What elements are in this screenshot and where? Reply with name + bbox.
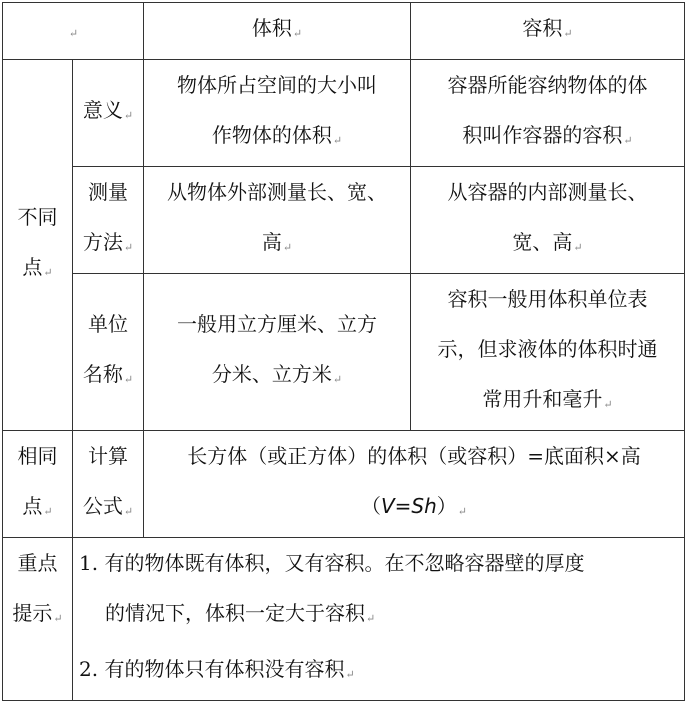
- paragraph-mark-icon: ↵: [53, 612, 63, 625]
- paragraph-mark-icon: ↵: [603, 398, 613, 411]
- row-label-meaning: 意义↵: [73, 60, 144, 167]
- paragraph-mark-icon: ↵: [623, 134, 633, 147]
- paragraph-mark-icon: ↵: [123, 109, 134, 122]
- paragraph-mark-icon: ↵: [282, 241, 293, 254]
- row-label-formula: 计算 公式↵: [73, 431, 144, 538]
- capacity-method-line2: 宽、高: [512, 230, 573, 254]
- row-label-method: 测量 方法↵: [73, 167, 144, 274]
- paragraph-mark-icon: ↵: [345, 668, 355, 681]
- capacity-method-line1: 从容器的内部测量长、: [447, 180, 648, 204]
- paragraph-mark-icon: ↵: [292, 27, 303, 40]
- diff-group-label-line2: 点: [22, 255, 43, 279]
- tip-item-1-line1: 1. 有的物体既有体积，又有容积。在不忽略容器壁的厚度: [79, 551, 585, 575]
- paragraph-mark-icon: ↵: [123, 373, 134, 386]
- paragraph-mark-icon: ↵: [332, 134, 343, 147]
- capacity-meaning-cell: [411, 60, 685, 167]
- capacity-meaning-line1: 容器所能容纳物体的体: [447, 73, 648, 97]
- same-group-label: 相同 点↵: [3, 431, 73, 538]
- formula-cell: [144, 431, 685, 538]
- paragraph-mark-icon: ↵: [573, 241, 583, 254]
- paragraph-mark-icon: ↵: [366, 612, 376, 625]
- tip-item-2: 2. 有的物体只有体积没有容积: [79, 657, 345, 681]
- paragraph-mark-icon: ↵: [332, 373, 343, 386]
- volume-units-line1: 一般用立方厘米、立方: [177, 312, 377, 336]
- volume-meaning-line1: 物体所占空间的大小叫: [177, 73, 377, 97]
- capacity-units-line3: 常用升和毫升: [482, 387, 603, 411]
- comparison-table: [2, 2, 685, 701]
- paragraph-mark-icon: ↵: [123, 505, 134, 518]
- capacity-meaning-line2: 积叫作容器的容积: [462, 123, 623, 147]
- header-volume: 体积: [251, 16, 292, 40]
- diff-group-label-line1: 不同: [17, 205, 58, 229]
- tip-item-1-line2: 的情况下，体积一定大于容积: [105, 601, 365, 625]
- paragraph-mark-icon: ↵: [43, 505, 53, 518]
- formula-line2: （V=Sh）↵: [360, 494, 468, 518]
- header-volume-cell: [144, 3, 411, 60]
- tips-label: 重点 提示↵: [3, 538, 73, 701]
- volume-meaning-cell: [144, 60, 411, 167]
- capacity-units-line2: 示，但求液体的体积时通: [437, 337, 658, 361]
- header-corner-cell: [3, 3, 144, 60]
- capacity-units-line1: 容积一般用体积单位表: [447, 287, 648, 311]
- header-capacity-cell: [411, 3, 685, 60]
- paragraph-mark-icon: ↵: [457, 505, 468, 518]
- row-label-units: 单位 名称↵: [73, 274, 144, 431]
- formula-line1: 长方体（或正方体）的体积（或容积）=底面积×高: [187, 444, 641, 468]
- volume-meaning-line2: 作物体的体积: [211, 123, 332, 147]
- capacity-method-cell: [411, 167, 685, 274]
- paragraph-mark-icon: ↵: [68, 27, 79, 40]
- volume-method-cell: [144, 167, 411, 274]
- volume-method-line1: 从物体外部测量长、宽、: [167, 180, 387, 204]
- volume-method-line2: 高: [261, 230, 282, 254]
- volume-units-cell: [144, 274, 411, 431]
- paragraph-mark-icon: ↵: [123, 241, 134, 254]
- capacity-units-cell: [411, 274, 685, 431]
- formula-expression: V=Sh: [380, 494, 437, 518]
- tips-cell: [73, 538, 685, 701]
- diff-group-label: [3, 60, 73, 431]
- header-capacity: 容积: [522, 16, 563, 40]
- paragraph-mark-icon: ↵: [563, 27, 573, 40]
- volume-units-line2: 分米、立方米: [211, 362, 332, 386]
- paragraph-mark-icon: ↵: [43, 266, 53, 279]
